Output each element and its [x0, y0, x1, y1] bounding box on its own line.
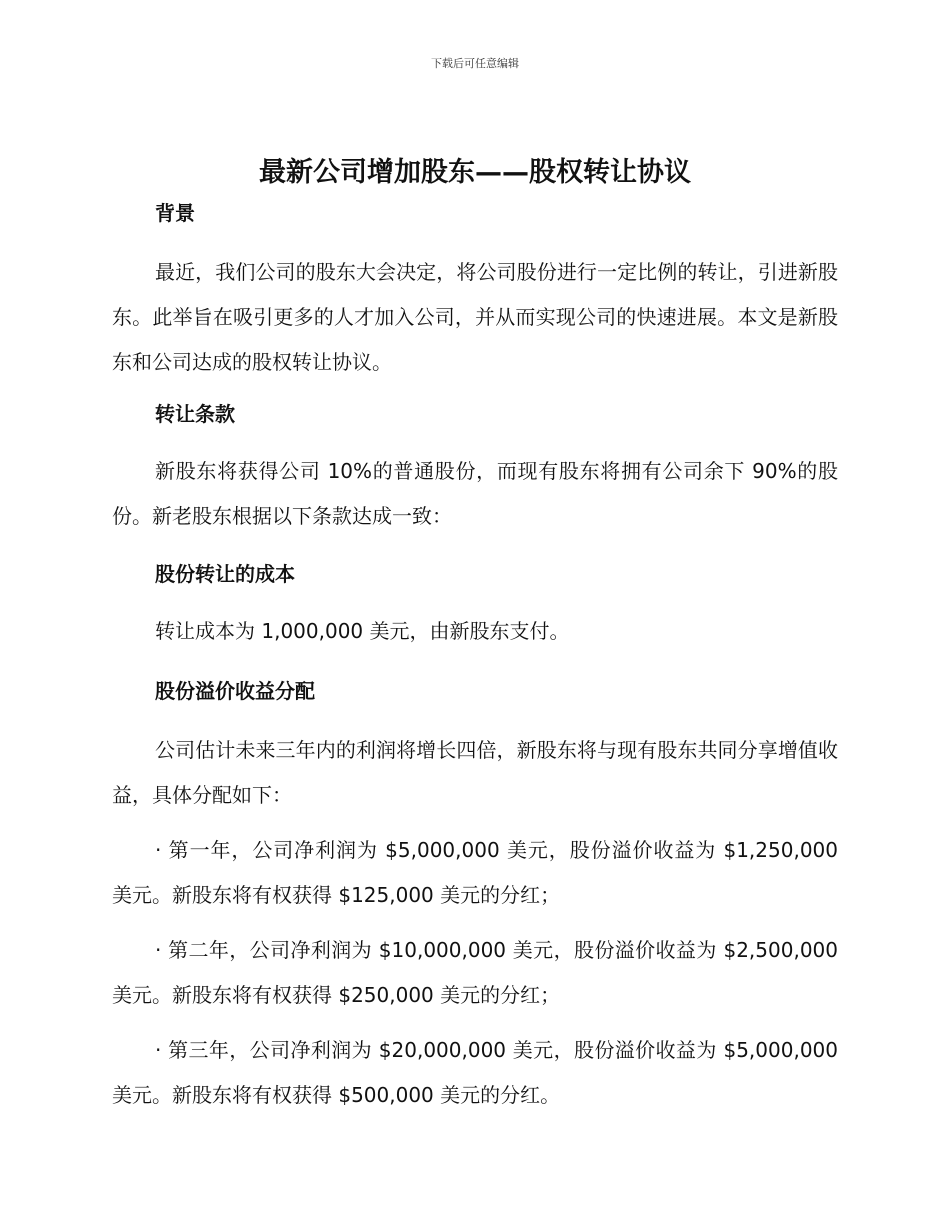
section-heading-cost: 股份转让的成本 — [155, 562, 295, 586]
cost-paragraph: 转让成本为 1,000,000 美元，由新股东支付。 — [155, 619, 570, 643]
list-item-year-one: · 第一年，公司净利润为 $5,000,000 美元，股份溢价收益为 $1,250,000 美元。新股东将有权获得 $125,000 美元的分红； — [112, 838, 838, 907]
page-header: 下载后可任意编辑 — [431, 57, 519, 70]
document-title: 最新公司增加股东——股权转让协议 — [259, 157, 691, 188]
document-body — [112, 198, 838, 1118]
list-item-year-two: · 第二年，公司净利润为 $10,000,000 美元，股份溢价收益为 $2,500,000 美元。新股东将有权获得 $250,000 美元的分红； — [112, 938, 838, 1007]
list-item-year-three: · 第三年，公司净利润为 $20,000,000 美元，股份溢价收益为 $5,000,000 美元。新股东将有权获得 $500,000 美元的分红。 — [112, 1038, 838, 1107]
section-heading-terms: 转让条款 — [155, 402, 235, 426]
section-heading-distribution: 股份溢价收益分配 — [155, 679, 315, 703]
distribution-paragraph: 公司估计未来三年内的利润将增长四倍，新股东将与现有股东共同分享增值收益，具体分配如下： — [112, 738, 838, 807]
background-paragraph: 最近，我们公司的股东大会决定，将公司股份进行一定比例的转让，引进新股东。此举旨在吸引更多的人才加入公司，并从而实现公司的快速进展。本文是新股东和公司达成的股权转让协议。 — [112, 260, 838, 374]
section-heading-background: 背景 — [155, 201, 195, 225]
terms-paragraph: 新股东将获得公司 10%的普通股份，而现有股东将拥有公司余下 90%的股份。新老股东根据以下条款达成一致： — [112, 459, 838, 528]
